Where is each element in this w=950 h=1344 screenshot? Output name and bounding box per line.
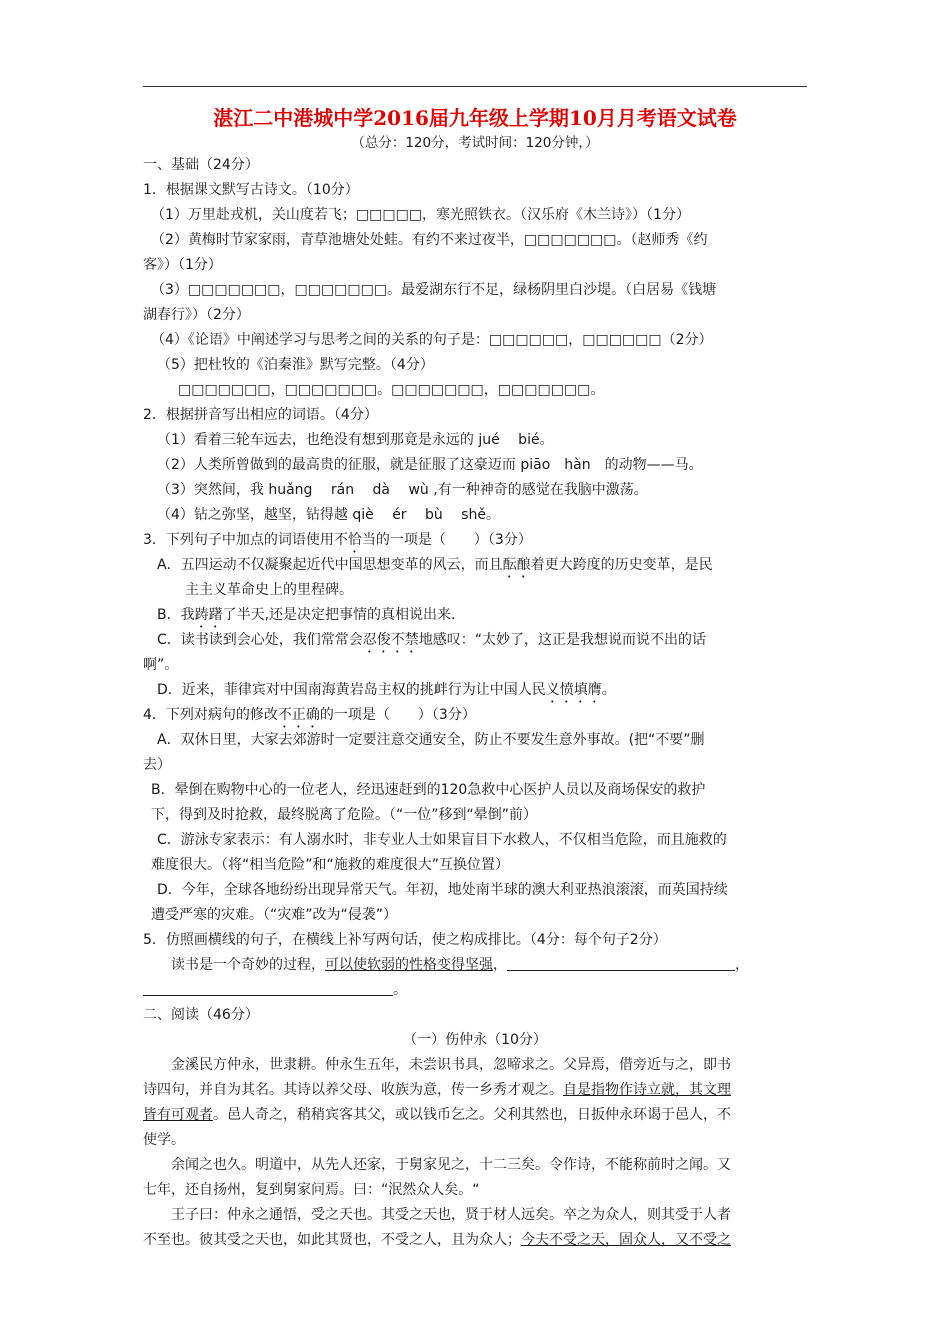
option-d	[157, 681, 616, 706]
question-item: （2）人类所曾做到的最高贵的征服，就是征服了这豪迈而 piāo hàn 的动物——马。	[157, 457, 703, 473]
option-a	[157, 556, 713, 581]
question-stem	[143, 531, 532, 556]
question-item: （1）看着三轮车远去，也绝没有想到那竟是永远的 jué bié。	[157, 432, 554, 448]
stem-text: 的一项是（ ）（3分）	[319, 707, 476, 723]
option-text: 地感叹：“太妙了，这正是我想说而说不出的话	[418, 632, 707, 648]
option-c-cont: 难度很大。（将“相当危险”和“施救的难度很大”互换位置）	[151, 857, 510, 873]
option-c-cont: 啊”。	[143, 657, 179, 673]
question-item: 湖春行》）（2分）	[143, 307, 250, 323]
option-b	[157, 606, 456, 631]
passage-text: 诗四句，并自为其名。其诗以养父母、收族为意，传一乡秀才观之。	[143, 1082, 563, 1098]
passage-line	[143, 1231, 731, 1250]
top-rule	[143, 86, 807, 87]
stem-text: 当的一项是（ ）（3分）	[361, 532, 532, 548]
dotted-word: 恰	[347, 532, 362, 548]
question-item: （5）把杜牧的《泊秦淮》默写完整。（4分）	[157, 357, 434, 373]
passage-line: 余闻之也久。明道中，从先人还家，于舅家见之，十二三矣。令作诗，不能称前时之闻。又	[171, 1157, 731, 1173]
question-item: （3）突然间，我 huǎng rán dà wù ,有一种神奇的感觉在我脑中激荡。	[157, 482, 648, 498]
passage-text: 不至也。彼其受之天也，如此其贤也，不受之人，且为众人；	[143, 1232, 521, 1248]
option-c	[157, 631, 706, 656]
dotted-word: 酝酿	[502, 557, 531, 573]
option-b: B．晕倒在购物中心的一位老人，经迅速赶到的120急救中心医护人员以及商场保安的救护	[151, 782, 706, 798]
option-d-cont: 遭受严寒的灾难。（“灾难”改为“侵袭”）	[151, 907, 398, 923]
question-item: （2）黄梅时节家家雨，青草池塘处处蛙。有约不来过夜半，□□□□□□□。（赵师秀《约	[151, 232, 708, 248]
question-item: □□□□□□□，□□□□□□□。□□□□□□□，□□□□□□□。	[178, 382, 605, 398]
passage-line: 七年，还自扬州，复到舅家问焉。曰：“泯然众人矣。“	[143, 1182, 480, 1198]
option-text: 着更大跨度的历史变革，是民	[530, 557, 713, 573]
separator: 。	[393, 982, 407, 998]
question-item: （4）钻之弥坚，越坚，钻得越 qiè ér bù shě。	[157, 507, 501, 523]
question-stem: 1．根据课文默写古诗文。（10分）	[143, 182, 359, 198]
option-text: 了半天,还是决定把事情的真相说出来.	[222, 607, 456, 623]
option-d: D．今年，全球各地纷纷出现异常天气。年初，地处南半球的澳大利亚热浪滚滚，而英国持续	[157, 882, 728, 898]
option-a-cont: 去）	[143, 757, 171, 773]
underlined-sentence: 今夫不受之天，固众人，又不受之	[521, 1232, 731, 1248]
passage-title: （一）伤仲永（10分）	[403, 1032, 547, 1048]
question-item: （1）万里赴戎机，关山度若飞；□□□□□，寒光照铁衣。（汉乐府《木兰诗》）（1分）	[151, 207, 690, 223]
underlined-sentence: 皆有可观者	[143, 1107, 213, 1123]
passage-line: 使学。	[143, 1132, 185, 1148]
section-heading: 一、基础（24分）	[143, 157, 259, 173]
imitation-line-2	[143, 981, 407, 1000]
underlined-sentence: 可以使软弱的性格变得坚强	[325, 957, 493, 973]
dotted-word: 不正确	[277, 707, 320, 723]
dotted-word: 忍俊不禁	[362, 632, 419, 648]
question-item: （4）《论语》中阐述学习与思考之间的关系的句子是：□□□□□□，□□□□□□（2分）	[151, 332, 713, 348]
option-text: B．我	[157, 607, 195, 623]
passage-line: 王子曰：仲永之通悟，受之天也。其受之天也，贤于材人远矣。卒之为众人，则其受于人者	[171, 1207, 731, 1223]
option-text: C．读书读到会心处，我们常常会	[157, 632, 363, 648]
option-text: 。	[601, 682, 616, 698]
underlined-sentence: 自是指物作诗立就，其文理	[563, 1082, 731, 1098]
exam-subtitle: （总分：120分，考试时间：120分钟，）	[351, 135, 599, 151]
exam-title: 湛江二中港城中学2016届九年级上学期10月月考语文试卷	[213, 106, 737, 130]
question-stem: 5．仿照画横线的句子，在横线上补写两句话，使之构成排比。（4分：每个句子2分）	[143, 932, 667, 948]
answer-blank[interactable]	[143, 981, 393, 996]
option-text: A．五四运动不仅凝聚起近代中国思想变革的风云，而且	[157, 557, 503, 573]
lead-text: 读书是一个奇妙的过程，	[171, 957, 325, 973]
option-c: C．游泳专家表示：有人溺水时，非专业人士如果盲目下水救人，不仅相当危险，而且施救的	[157, 832, 727, 848]
passage-line: 金溪民方仲永，世隶耕。仲永生五年，未尝识书具，忽啼求之。父异焉，借旁近与之，即书	[171, 1057, 731, 1073]
question-item: （3）□□□□□□□，□□□□□□□。最爱湖东行不足，绿杨阴里白沙堤。（白居易《钱塘	[151, 282, 717, 298]
passage-text: 。邑人奇之，稍稍宾客其父，或以钱币乞之。父利其然也，日扳仲永环谒于邑人，不	[213, 1107, 731, 1123]
question-item: 客》）（1分）	[143, 257, 222, 273]
question-stem: 2．根据拼音写出相应的词语。（4分）	[143, 407, 378, 423]
answer-blank[interactable]	[507, 956, 735, 971]
option-b-cont: 下，得到及时抢救，最终脱离了危险。（“一位”移到“晕倒”前）	[151, 807, 538, 823]
dotted-word: 踌躇	[194, 607, 223, 623]
section-heading: 二、阅读（46分）	[143, 1007, 259, 1023]
stem-text: 4．下列对病句的修改	[143, 707, 278, 723]
separator: ，	[735, 957, 749, 973]
dotted-word: 义愤填膺	[545, 682, 602, 698]
option-a: A．双休日里，大家去郊游时一定要注意交通安全，防止不要发生意外事故。(把“不要”删	[157, 732, 705, 748]
option-a-cont: 主主义革命史上的里程碑。	[185, 582, 353, 598]
passage-line	[143, 1106, 731, 1125]
option-text: D．近来，菲律宾对中国南海黄岩岛主权的挑衅行为让中国人民	[157, 682, 546, 698]
question-stem	[143, 706, 476, 731]
imitation-line	[171, 956, 749, 975]
separator: ，	[493, 957, 507, 973]
stem-text: 3．下列句子中加点的词语使用不	[143, 532, 348, 548]
passage-line	[143, 1081, 731, 1100]
